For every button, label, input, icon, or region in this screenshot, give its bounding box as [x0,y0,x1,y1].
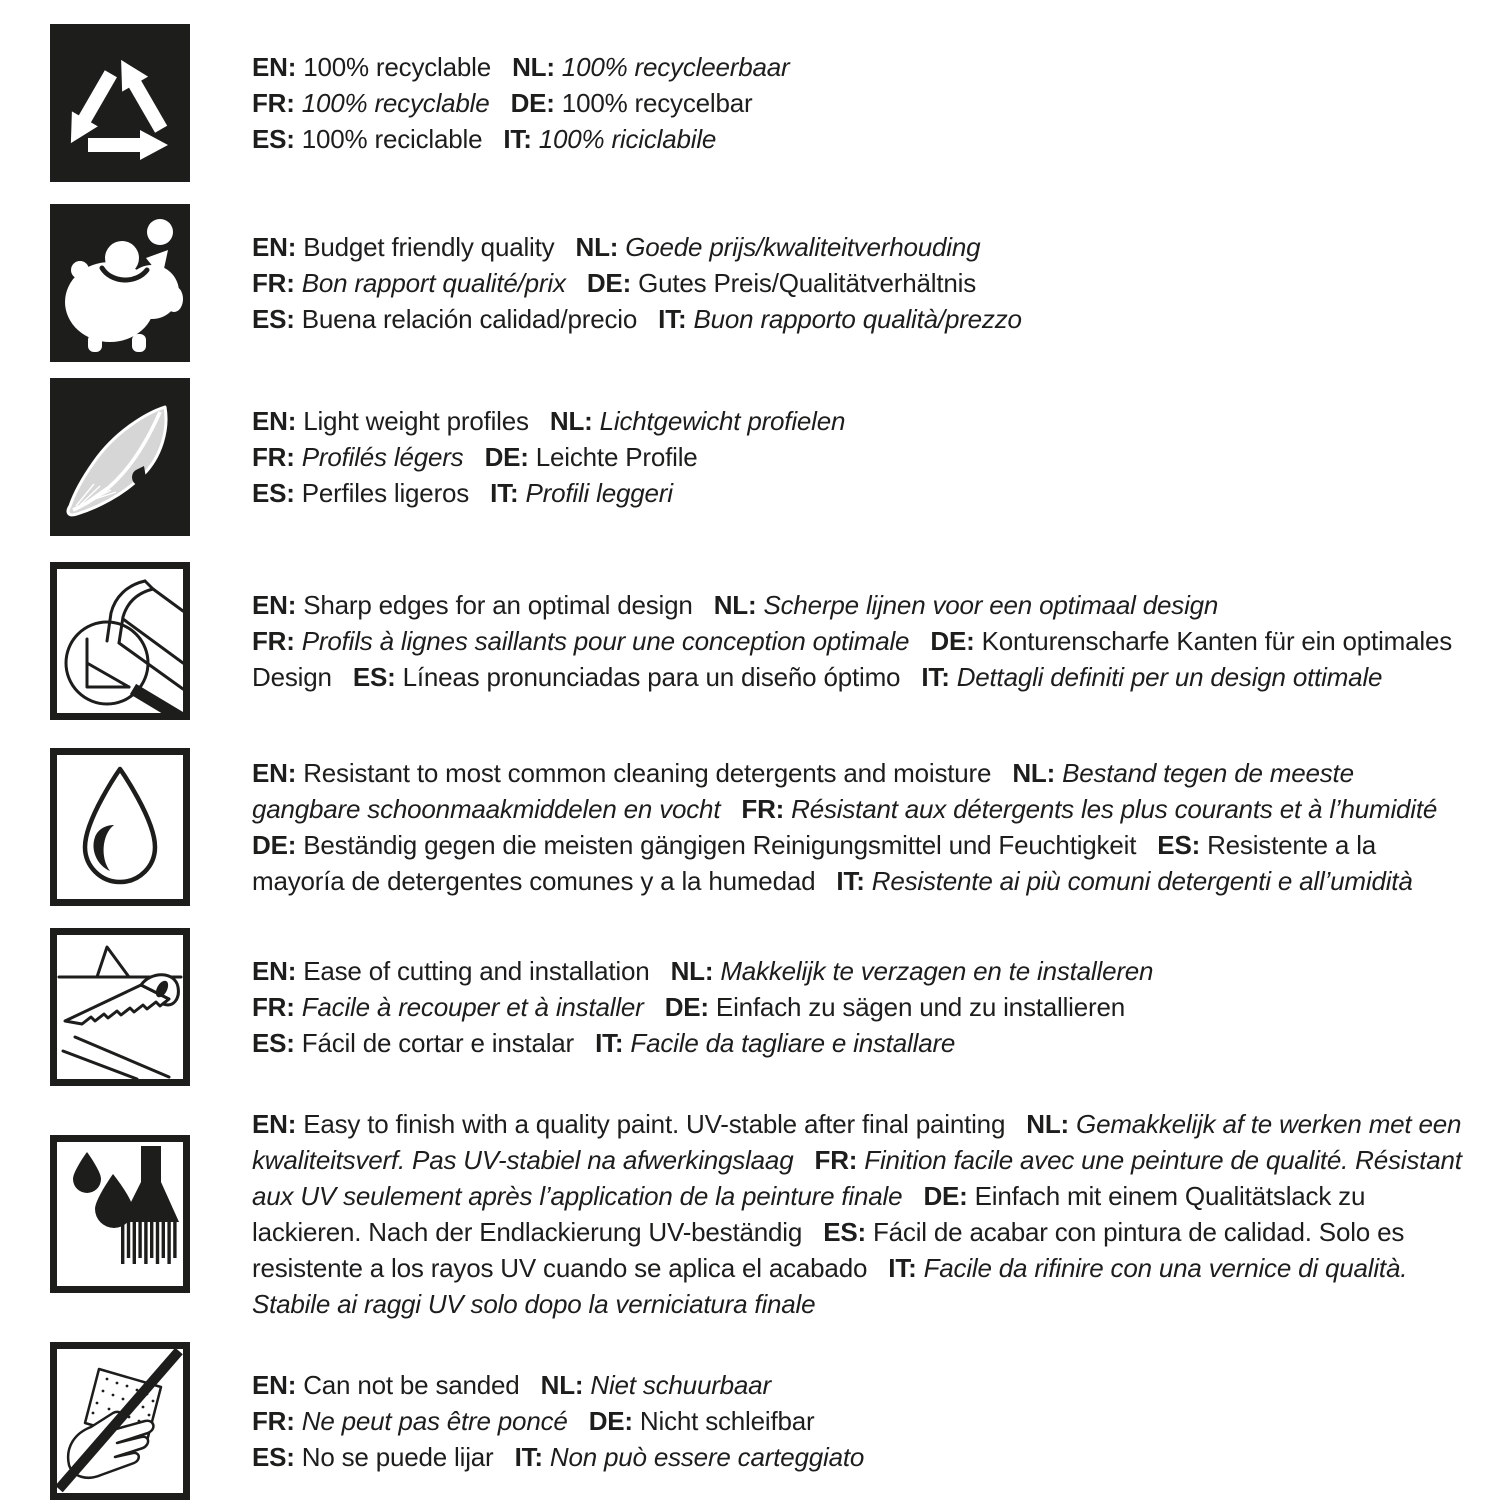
feature-value-fr: Bon rapport qualité/prix [294,268,566,298]
no-sanding-icon [50,1342,190,1500]
lang-label-nl: NL: [540,1370,584,1400]
lang-label-fr: FR: [252,442,295,472]
lang-label-de: DE: [588,1406,633,1436]
saw-cutting-icon [57,935,183,1079]
lang-label-de: DE: [930,626,975,656]
no-sanding-icon [57,1349,183,1493]
saw-cutting-icon [50,928,190,1086]
lang-label-nl: NL: [549,406,593,436]
lang-label-fr: FR: [252,88,295,118]
lang-label-fr: FR: [741,794,785,824]
feature-row-paint-finish [50,1106,1464,1322]
lang-label-de: DE: [252,830,297,860]
lang-label-nl: NL: [670,956,714,986]
lang-label-en: EN: [252,1109,297,1139]
lang-label-it: IT: [836,866,865,896]
lang-label-it: IT: [921,662,950,692]
feature-text [252,229,1036,337]
feature-row-light-weight [50,378,1464,536]
lang-label-de: DE: [510,88,555,118]
feather-icon [50,378,190,536]
feature-text [252,403,845,511]
lang-label-it: IT: [490,478,519,508]
lang-label-nl: NL: [1012,758,1056,788]
feather-icon [50,378,190,536]
lang-label-es: ES: [252,1442,295,1472]
feature-value-en: Can not be sanded [296,1370,520,1400]
lang-label-de: DE: [586,268,632,298]
feature-value-nl: Goede prijs/kwaliteitverhouding [618,232,981,262]
feature-value-it: Buon rapporto qualità/prezzo [686,304,1022,334]
feature-value-fr: Profilés légers [294,442,464,472]
lang-label-de: DE: [923,1181,968,1211]
lang-label-it: IT: [888,1253,917,1283]
feature-value-nl: 100% recycleerbaar [554,52,790,82]
feature-value-en: Easy to finish with a quality paint. UV-stable after final painting [296,1109,1006,1139]
recycle-icon [50,24,190,182]
feature-value-fr: Facile à recouper et à installer [294,992,644,1022]
lang-label-it: IT: [595,1028,624,1058]
feature-value-fr: Profils à lignes saillants pour une conception optimale [294,626,910,656]
feature-value-fr: Finition facile avec une peinture de qualité. Résistant aux UV seulement après l’application de la peinture finale [252,1145,1462,1211]
feature-value-de: Gutes Preis/Qualitätverhältnis [631,268,976,298]
feature-value-nl: Lichtgewicht profielen [592,406,846,436]
lang-label-fr: FR: [252,626,295,656]
feature-value-es: Fácil de cortar e instalar [294,1028,575,1058]
feature-row-moisture-resistant [50,748,1464,906]
feature-value-es: Perfiles ligeros [294,478,470,508]
sharp-edges-detail-icon [50,562,190,720]
lang-label-es: ES: [1157,830,1201,860]
feature-value-fr: Ne peut pas être poncé [294,1406,568,1436]
feature-value-de: Konturenscharfe Kanten für ein optimales Design [252,626,1453,692]
feature-value-it: 100% riciclabile [531,124,717,154]
feature-text [252,587,1464,695]
lang-label-es: ES: [252,478,295,508]
feature-value-it: Non può essere carteggiato [542,1442,865,1472]
feature-value-nl: Bestand tegen de meeste gangbare schoonmaakmiddelen en vocht [252,758,1354,824]
feature-row-no-sanding [50,1342,1464,1500]
lang-label-fr: FR: [814,1145,858,1175]
feature-value-es: Buena relación calidad/precio [294,304,638,334]
moisture-resistant-drop-icon [57,755,183,899]
lang-label-de: DE: [664,992,709,1022]
feature-value-es: Fácil de acabar con pintura de calidad. Solo es resistente a los rayos UV cuando se aplica el acabado [252,1217,1405,1283]
feature-value-it: Facile da tagliare e installare [623,1028,956,1058]
feature-text [252,755,1464,899]
lang-label-fr: FR: [252,1406,295,1436]
feature-row-recyclable [50,24,1464,182]
lang-label-fr: FR: [252,992,295,1022]
feature-text [252,1367,878,1475]
feature-value-de: Einfach mit einem Qualitätslack zu lackieren. Nach der Endlackierung UV-beständig [252,1181,1366,1247]
lang-label-es: ES: [252,304,295,334]
feature-text [252,1106,1464,1322]
lang-label-it: IT: [503,124,532,154]
feature-value-it: Resistente ai più comuni detergenti e all’umidità [864,866,1413,896]
lang-label-en: EN: [252,590,297,620]
piggy-bank-icon [50,204,190,362]
feature-value-nl: Scherpe lijnen voor een optimaal design [756,590,1219,620]
lang-label-en: EN: [252,956,297,986]
lang-label-es: ES: [823,1217,866,1247]
feature-value-fr: 100% recyclable [294,88,490,118]
paint-brush-drops-icon [50,1135,190,1293]
feature-row-easy-cutting [50,928,1464,1086]
recycle-icon [50,24,190,182]
lang-label-it: IT: [658,304,687,334]
feature-text [252,49,789,157]
piggy-bank-icon [50,204,190,362]
feature-value-it: Dettagli definiti per un design ottimale [949,662,1383,692]
lang-label-nl: NL: [575,232,619,262]
lang-label-de: DE: [484,442,529,472]
feature-value-es: Resistente a la mayoría de detergentes comunes y a la humedad [252,830,1377,896]
feature-value-nl: Gemakkelijk af te werken met een kwaliteitsverf. Pas UV-stabiel na afwerkingslaag [252,1109,1462,1175]
feature-value-en: Ease of cutting and installation [296,956,650,986]
feature-value-es: 100% reciclable [294,124,483,154]
lang-label-en: EN: [252,232,297,262]
feature-value-de: Einfach zu sägen und zu installieren [708,992,1125,1022]
feature-value-nl: Makkelijk te verzagen en te installeren [713,956,1154,986]
lang-label-es: ES: [352,662,396,692]
sharp-edges-detail-icon [57,569,183,713]
lang-label-en: EN: [252,1370,297,1400]
lang-label-nl: NL: [1026,1109,1070,1139]
lang-label-en: EN: [252,52,297,82]
feature-value-de: Beständig gegen die meisten gängigen Reinigungsmittel und Feuchtigkeit [296,830,1137,860]
feature-value-en: 100% recyclable [296,52,491,82]
lang-label-en: EN: [252,758,297,788]
feature-value-it: Profili leggeri [518,478,673,508]
feature-row-budget-friendly [50,204,1464,362]
feature-value-en: Light weight profiles [296,406,529,436]
feature-value-es: No se puede lijar [294,1442,494,1472]
lang-label-it: IT: [514,1442,543,1472]
feature-value-en: Resistant to most common cleaning detergents and moisture [296,758,992,788]
lang-label-es: ES: [252,1028,295,1058]
lang-label-fr: FR: [252,268,295,298]
feature-value-de: Nicht schleifbar [632,1406,815,1436]
feature-text [252,953,1153,1061]
feature-value-nl: Niet schuurbaar [583,1370,771,1400]
feature-value-it: Facile da rifinire con una vernice di qualità. Stabile ai raggi UV solo dopo la verniciatura finale [252,1253,1408,1319]
lang-label-en: EN: [252,406,297,436]
feature-value-de: Leichte Profile [528,442,698,472]
feature-value-en: Sharp edges for an optimal design [296,590,693,620]
feature-value-fr: Résistant aux détergents les plus courants et à l’humidité [784,794,1438,824]
feature-row-sharp-edges [50,562,1464,720]
feature-value-es: Líneas pronunciadas para un diseño óptimo [395,662,901,692]
paint-brush-drops-icon [57,1142,183,1286]
feature-value-de: 100% recycelbar [554,88,753,118]
feature-value-en: Budget friendly quality [296,232,555,262]
lang-label-nl: NL: [713,590,757,620]
moisture-resistant-drop-icon [50,748,190,906]
lang-label-es: ES: [252,124,295,154]
lang-label-nl: NL: [512,52,555,82]
